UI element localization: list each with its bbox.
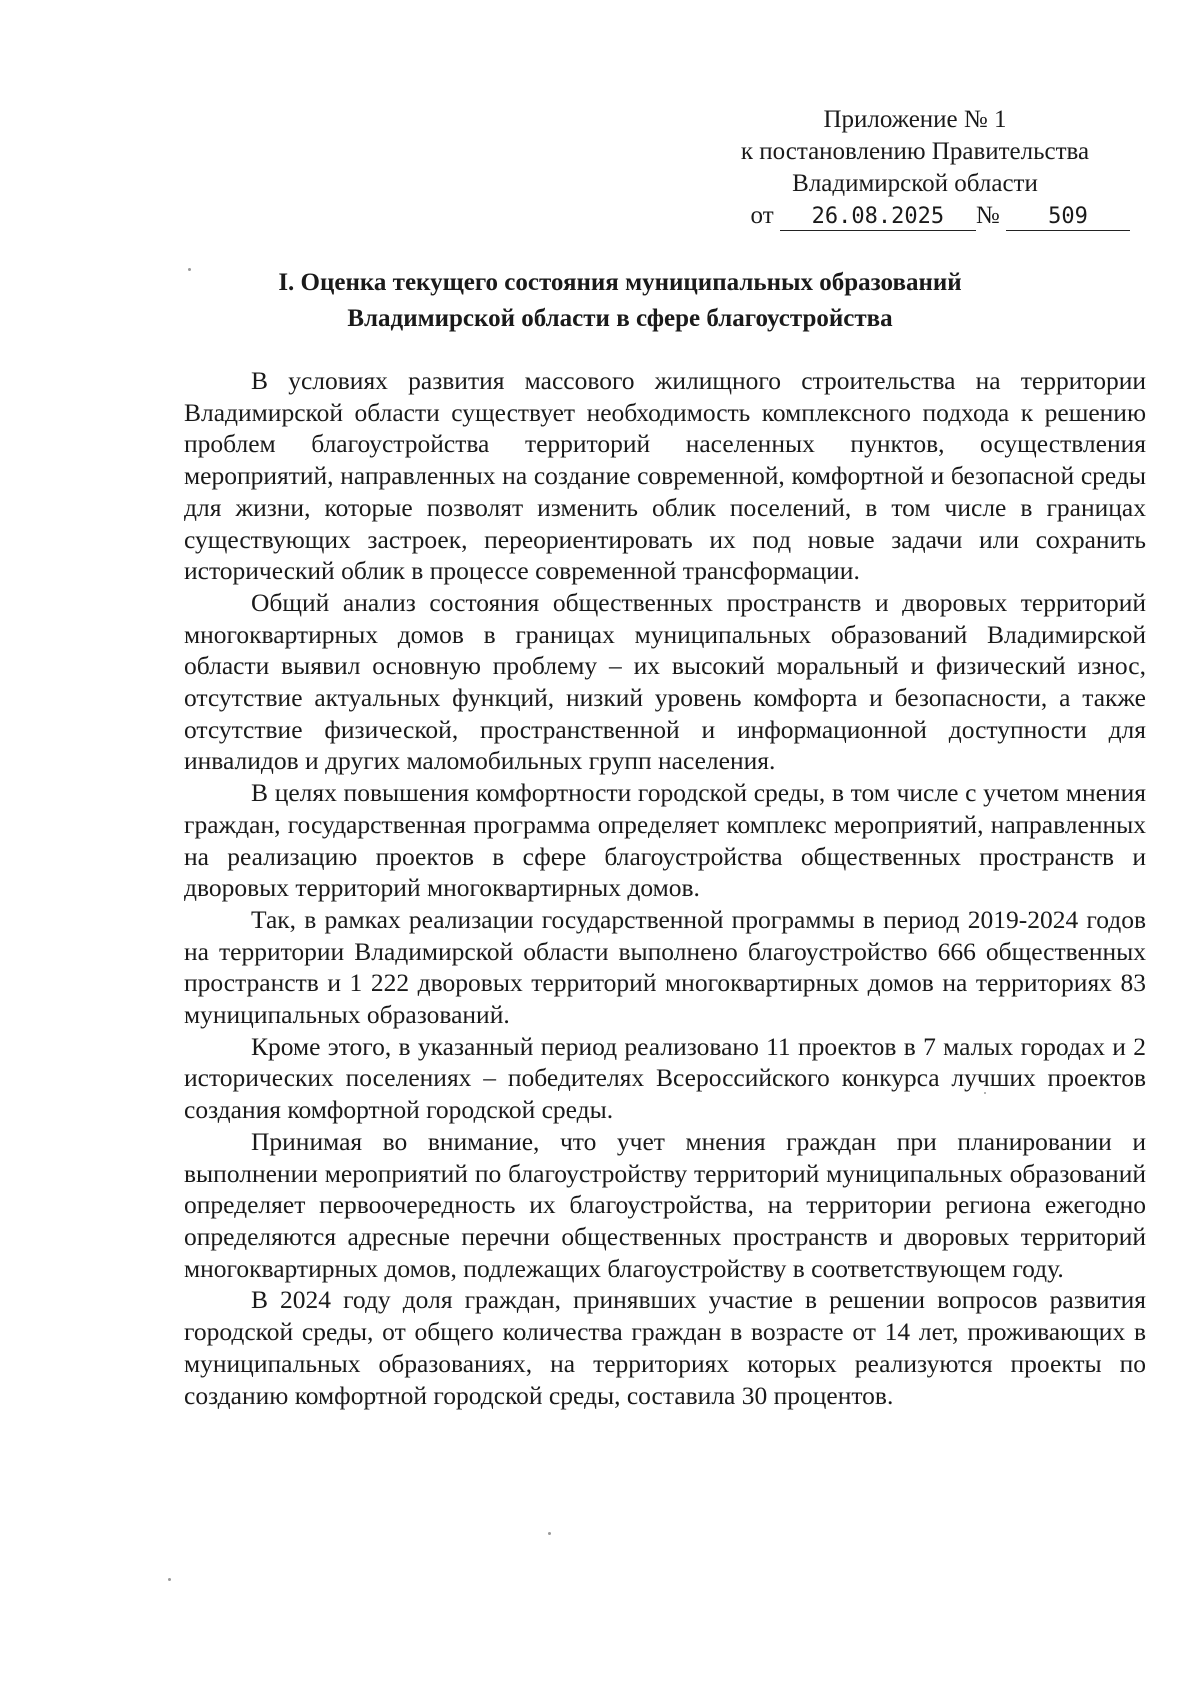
- document-body: [184, 365, 1146, 1411]
- appendix-date-line: [700, 200, 1130, 232]
- heading-line-1: I. Оценка текущего состояния муниципальных образований: [278, 269, 962, 296]
- appendix-resolution-line: к постановлению Правительства: [740, 138, 1090, 165]
- section-heading: [180, 265, 1060, 337]
- resolution-date: 26.08.2025: [780, 204, 976, 231]
- scan-speck: [188, 268, 191, 271]
- appendix-block: [700, 104, 1130, 232]
- paragraph-4: Так, в рамках реализации государственной программы в период 2019-2024 годов на территории Владимирской области выполнено благоустройство 666 общественных пространств и 1 222 дворовых территорий многоквартирных домов на территориях 83 муниципальных образований.: [184, 904, 1146, 1030]
- paragraph-1: В условиях развития массового жилищного строительства на территории Владимирской области существует необходимость комплексного подхода к решению проблем благоустройства территорий населенных пунктов, осуществления мероприятий, направленных на создание современной, комфортной и безопасной среды для жизни, которые позволят изменить облик поселений, в том числе в границах существующих застроек, переориентировать их под новые задачи или сохранить исторический облик в процессе современной трансформации.: [184, 366, 1146, 586]
- appendix-title: Приложение № 1: [823, 106, 1007, 133]
- paragraph-5: Кроме этого, в указанный период реализовано 11 проектов в 7 малых городах и 2 исторических поселениях – победителях Всероссийского конкурса лучших проектов создания комфортной городской среды.: [184, 1031, 1146, 1125]
- number-prefix: №: [975, 202, 1000, 229]
- paragraph-7: В 2024 году доля граждан, принявших участие в решении вопросов развития городской среды, от общего количества граждан в возрасте от 14 лет, проживающих в муниципальных образованиях, на территориях которых реализуются проекты по созданию комфортной городской среды, составила 30 процентов.: [184, 1285, 1146, 1410]
- date-prefix: от: [750, 202, 774, 229]
- paragraph-2: Общий анализ состояния общественных пространств и дворовых территорий многоквартирных домов в границах муниципальных образований Владимирской области выявил основную проблему – их высокий моральный и физический износ, отсутствие актуальных функций, низкий уровень комфорта и безопасности, а также отсутствие физической, пространственной и информационной доступности для инвалидов и других маломобильных групп населения.: [184, 587, 1146, 776]
- appendix-region-line: Владимирской области: [792, 170, 1038, 197]
- resolution-number: 509: [1006, 204, 1130, 231]
- scan-speck: [984, 1092, 986, 1094]
- scan-speck: [168, 1578, 171, 1581]
- scan-speck: [548, 1532, 551, 1535]
- paragraph-3: В целях повышения комфортности городской среды, в том числе с учетом мнения граждан, государственная программа определяет комплекс мероприятий, направленных на реализацию проектов в сфере благоустройства общественных пространств и дворовых территорий многоквартирных домов.: [184, 778, 1146, 903]
- heading-line-2: Владимирской области в сфере благоустройства: [347, 305, 893, 332]
- paragraph-6: Принимая во внимание, что учет мнения граждан при планировании и выполнении мероприятий по благоустройству территорий муниципальных образований определяет первоочередность их благоустройства, на территории региона ежегодно определяются адресные перечни общественных пространств и дворовых территорий многоквартирных домов, подлежащих благоустройству в соответствующем году.: [184, 1126, 1146, 1283]
